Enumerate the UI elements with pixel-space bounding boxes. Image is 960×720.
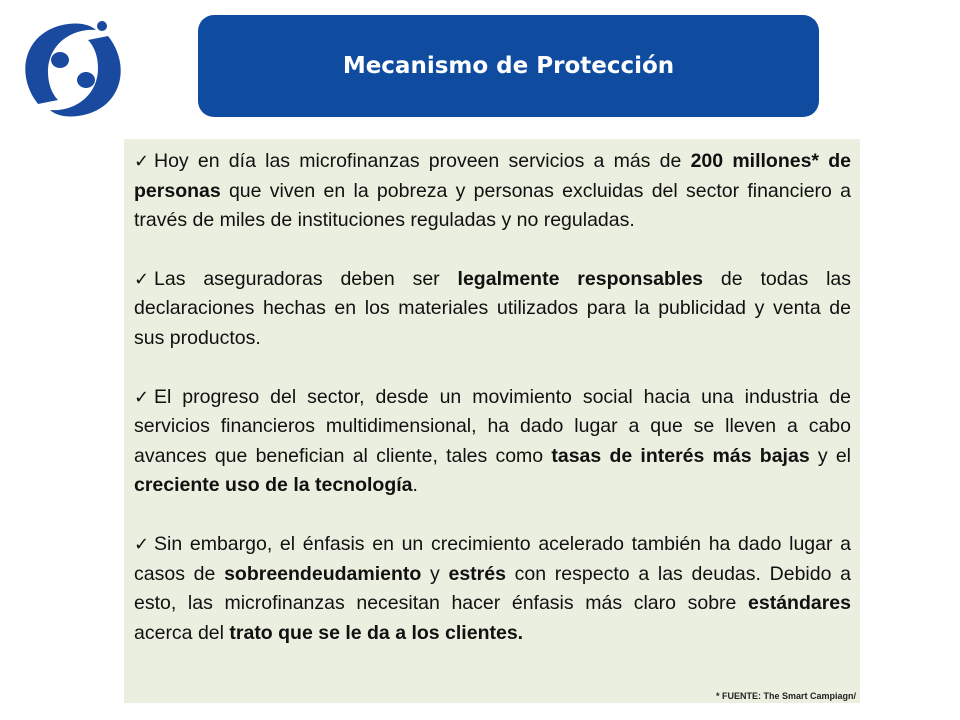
bullet-text: acerca del	[134, 621, 230, 644]
bullet-bold-text: sobreendeudamiento	[224, 562, 422, 585]
title-banner	[198, 15, 819, 117]
bullet-item-4	[134, 530, 851, 648]
bullet-bold-text: estrés	[448, 562, 506, 585]
bullet-text: .	[412, 474, 418, 497]
bullet-bold-text: estándares	[748, 592, 851, 615]
bullet-bold-text: 200 millones* de personas	[134, 150, 851, 202]
bullet-bold-text: legalmente responsables	[457, 267, 704, 290]
bullet-text: Las aseguradoras deben ser	[154, 267, 458, 290]
bullet-item-1	[134, 147, 851, 236]
bullet-text: con respecto a las deudas. Debido a esto, las microfinanzas necesitan hacer énfasis más claro sobre	[134, 562, 851, 615]
checkmark-icon: ✓	[134, 386, 150, 407]
checkmark-icon: ✓	[134, 151, 150, 171]
bullet-text: que viven en la pobreza y personas excluidas del sector financiero a través de miles de instituciones reguladas y no reguladas.	[134, 179, 851, 232]
bullet-text: El progreso del sector, desde un movimiento social hacia una industria de servicios financieros multidimensional, ha dado lugar a que se lleven a cabo avances que benefician al cliente, tales como	[134, 385, 851, 467]
bullet-text: de todas las declaraciones hechas en los materiales utilizados para la publicidad y venta de sus productos.	[134, 267, 852, 349]
s-logo-icon	[20, 18, 126, 122]
bullet-bold-text: creciente uso de la tecnología	[134, 474, 413, 497]
bullet-item-3	[134, 383, 851, 501]
bullet-item-2	[134, 265, 851, 354]
checkmark-icon: ✓	[134, 268, 150, 289]
bullet-text: Sin embargo, el énfasis en un crecimiento acelerado también ha dado lugar a casos de	[134, 532, 851, 585]
bullet-bold-text: trato que se le da a los clientes.	[229, 621, 524, 644]
page-title: Mecanismo de Protección	[342, 53, 675, 79]
bullet-text: y	[421, 562, 449, 585]
checkmark-icon: ✓	[134, 533, 150, 554]
bullet-bold-text: tasas de interés más bajas	[551, 444, 810, 467]
source-note: * FUENTE: The Smart Campiagn/	[715, 691, 856, 701]
bullet-text: Hoy en día las microfinanzas proveen servicios a más de	[154, 150, 691, 172]
bullet-text: y el	[809, 444, 852, 467]
content-panel	[124, 139, 860, 703]
